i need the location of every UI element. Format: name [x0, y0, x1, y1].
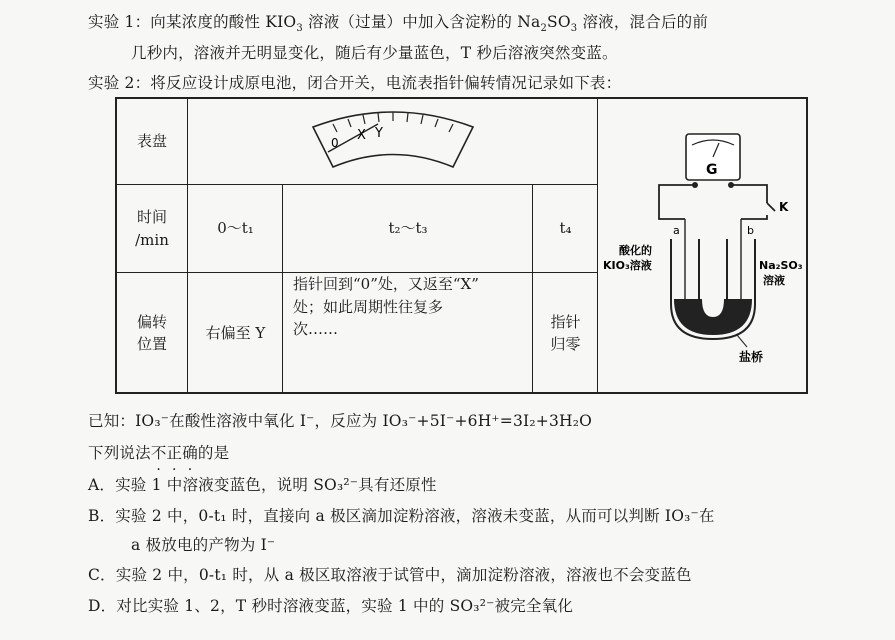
switch-label: K	[779, 200, 789, 214]
dial-label-y: Y	[375, 125, 383, 141]
known-reaction: 已知：IO₃⁻在酸性溶液中氧化 I⁻，反应为 IO₃⁻+5I⁻+6H⁺=3I₂+3H₂O	[88, 412, 593, 430]
option-c: C．实验 2 中，0-t₁ 时，从 a 极区取溶液于试管中，滴加淀粉溶液，溶液也不会变蓝色	[88, 566, 692, 584]
position-c1: 右偏至 Y	[205, 323, 266, 342]
results-table	[115, 97, 808, 394]
dial-label-x: X	[357, 127, 366, 143]
galvanic-cell-diagram	[599, 99, 807, 393]
position-c2: 指针回到“0”处，又返至“X” 处；如此周期性往复多 次……	[293, 275, 479, 338]
time-t1: 0～t₁	[217, 219, 254, 238]
header-position: 偏转 位置	[136, 312, 167, 353]
left-label-2: KIO₃溶液	[603, 259, 652, 272]
apparatus-svg	[599, 99, 807, 393]
meter-dial-icon	[293, 102, 493, 182]
left-label-1: 酸化的	[619, 244, 652, 257]
bridge-label: 盐桥	[739, 350, 764, 364]
right-label-2: 溶液	[763, 274, 785, 287]
option-b-line2: a 极放电的产物为 I⁻	[131, 536, 276, 554]
option-b-line1: B．实验 2 中，0-t₁ 时，直接向 a 极区滴加淀粉溶液，溶液未变蓝，从而可以判断 IO₃⁻在	[88, 507, 715, 525]
position-c3: 指针 归零	[550, 312, 581, 353]
right-label-1: Na₂SO₃	[759, 259, 803, 272]
option-a: A．实验 1 中溶液变蓝色，说明 SO₃²⁻具有还原性	[88, 476, 437, 494]
electrode-b-label: b	[747, 224, 754, 237]
exp2-line: 实验 2：将反应设计成原电池，闭合开关，电流表指针偏转情况记录如下表：	[88, 74, 622, 92]
header-time: 时间 /min	[135, 208, 169, 249]
time-t2-t3: t₂～t₃	[388, 219, 428, 238]
exp1-line2: 几秒内，溶液并无明显变化，随后有少量蓝色，T 秒后溶液突然变蓝。	[131, 44, 618, 62]
question-stem: 下列说法不正确的是	[88, 444, 230, 462]
time-t4: t₄	[559, 219, 572, 238]
dial-figure	[189, 99, 597, 184]
meter-label: G	[706, 162, 718, 178]
option-d: D．对比实验 1、2，T 秒时溶液变蓝，实验 1 中的 SO₃²⁻被完全氧化	[88, 597, 574, 615]
header-dial: 表盘	[136, 132, 167, 151]
exp1-line1: 实验 1：向某浓度的酸性 $KIO_3$ 溶液（过量）中加入含淀粉的 $Na_2SO_3$ 溶液，混合后的前	[88, 13, 709, 35]
electrode-a-label: a	[673, 224, 680, 237]
dial-label-0: 0	[331, 135, 339, 150]
